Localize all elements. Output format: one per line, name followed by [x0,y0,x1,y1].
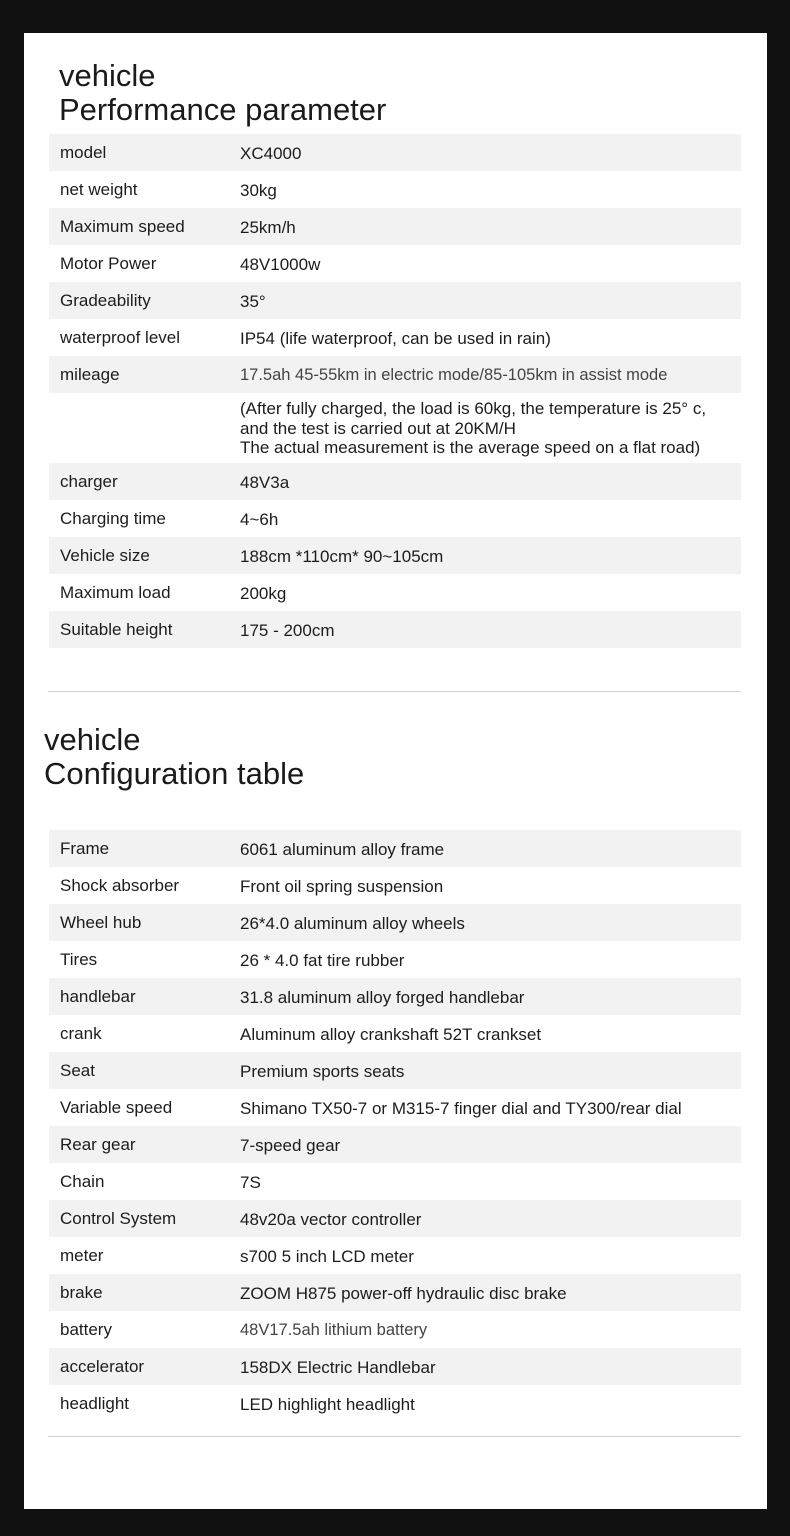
row-label: Frame [60,839,110,858]
table-row [49,867,741,904]
row-value: 6061 aluminum alloy frame [240,840,445,859]
row-label: Tires [60,950,98,969]
row-value: XC4000 [240,144,302,163]
performance-title-line2: Performance parameter [59,92,387,127]
mileage-note-line: and the test is carried out at 20KM/H [240,418,516,438]
row-value: 25km/h [240,218,296,237]
row-label: battery [60,1320,112,1339]
row-value: 35° [240,292,266,311]
row-label: model [60,143,107,162]
configuration-title [44,723,304,791]
table-row [49,356,741,393]
configuration-title-line1: vehicle [44,722,141,757]
row-label: Rear gear [60,1135,136,1154]
performance-table [49,134,741,648]
table-row [49,1385,741,1422]
table-row [49,537,741,574]
table-row [49,1348,741,1385]
row-label: waterproof level [60,328,181,347]
row-label: Seat [60,1061,95,1080]
table-row [49,208,741,245]
row-label: Maximum load [60,583,171,602]
table-row [49,830,741,867]
row-label: crank [60,1024,102,1043]
table-row [49,1200,741,1237]
row-label: meter [60,1246,104,1265]
mileage-note [240,399,735,458]
row-value: LED highlight headlight [240,1395,415,1414]
row-label: headlight [60,1394,130,1413]
row-value: IP54 (life waterproof, can be used in rain) [240,329,551,348]
row-label: Suitable height [60,620,173,639]
table-row [49,904,741,941]
row-value: 31.8 aluminum alloy forged handlebar [240,988,525,1007]
mileage-note-line: (After fully charged, the load is 60kg, the temperature is 25° c, [240,399,707,418]
row-label: Variable speed [60,1098,173,1117]
configuration-table [49,830,741,1422]
row-label: Chain [60,1172,105,1191]
row-label: Wheel hub [60,913,142,932]
table-row [49,463,741,500]
row-value: 26*4.0 aluminum alloy wheels [240,914,465,933]
row-label: handlebar [60,987,136,1006]
row-value: 48v20a vector controller [240,1210,422,1229]
row-value: 30kg [240,181,277,200]
table-row [49,611,741,648]
mileage-note-row [49,393,741,463]
row-label: mileage [60,365,120,384]
row-value: 175 - 200cm [240,621,335,640]
table-row [49,245,741,282]
row-value: 17.5ah 45-55km in electric mode/85-105km in assist mode [240,366,668,384]
row-value: 4~6h [240,510,279,529]
table-row [49,1126,741,1163]
table-row [49,1089,741,1126]
table-row [49,1052,741,1089]
table-row [49,500,741,537]
row-label: Maximum speed [60,217,185,236]
table-row [49,1311,741,1348]
row-label: charger [60,472,118,491]
table-row [49,978,741,1015]
row-value: Premium sports seats [240,1062,405,1081]
row-value: Front oil spring suspension [240,877,444,896]
row-value: 26 * 4.0 fat tire rubber [240,951,405,970]
row-value: s700 5 inch LCD meter [240,1247,414,1266]
row-label: net weight [60,180,138,199]
row-value: 188cm *110cm* 90~105cm [240,547,444,566]
row-value: 48V17.5ah lithium battery [240,1321,428,1339]
table-row [49,1163,741,1200]
spec-card [24,33,767,1509]
section-divider [48,691,741,692]
table-row [49,171,741,208]
row-value: 48V1000w [240,255,321,274]
row-label: Motor Power [60,254,157,273]
table-row [49,319,741,356]
table-row [49,282,741,319]
row-value: Aluminum alloy crankshaft 52T crankset [240,1025,542,1044]
row-label: brake [60,1283,103,1302]
table-row [49,1015,741,1052]
row-label: Gradeability [60,291,151,310]
row-value: ZOOM H875 power-off hydraulic disc brake [240,1284,567,1303]
row-value: Shimano TX50-7 or M315-7 finger dial and TY300/rear dial [240,1099,682,1118]
row-value: 200kg [240,584,287,603]
section-divider [48,1436,741,1437]
performance-title-line1: vehicle [59,58,156,93]
row-value: 48V3a [240,473,290,492]
row-value: 7-speed gear [240,1136,341,1155]
mileage-note-line: The actual measurement is the average speed on a flat road) [240,438,701,457]
row-label: Vehicle size [60,546,150,565]
performance-title [59,59,386,127]
table-row [49,574,741,611]
table-row [49,941,741,978]
table-row [49,1237,741,1274]
row-value: 7S [240,1173,261,1192]
row-value: 158DX Electric Handlebar [240,1358,436,1377]
table-row [49,134,741,171]
configuration-title-line2: Configuration table [44,756,305,791]
row-label: accelerator [60,1357,145,1376]
row-label: Charging time [60,509,166,528]
row-label: Shock absorber [60,876,180,895]
table-row [49,1274,741,1311]
row-label: Control System [60,1209,177,1228]
